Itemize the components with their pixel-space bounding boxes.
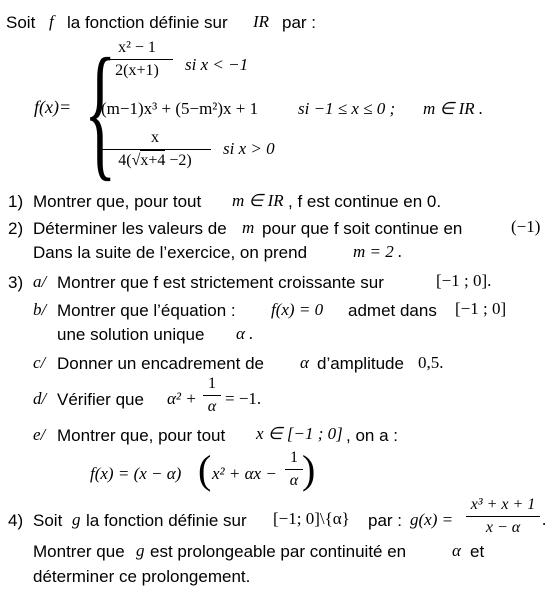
q3b-math-b: [−1 ; 0] <box>455 299 507 318</box>
left-brace: { <box>84 28 117 194</box>
case2-condition: si −1 ≤ x ≤ 0 ; <box>298 99 396 118</box>
case1-fraction <box>101 40 173 79</box>
case3-den-radicand: x+4 <box>140 152 166 169</box>
q3b-text-b: admet dans <box>348 301 437 320</box>
q4-g: g <box>72 510 81 529</box>
q4-line2-text-b: est prolongeable par continuité en <box>150 542 407 561</box>
q4-line3-text: déterminer ce prolongement. <box>33 567 251 586</box>
intro-soit: Soit <box>6 13 36 32</box>
q4-text-b: la fonction définie sur <box>86 511 247 530</box>
q3e-formula-fraction <box>285 450 303 489</box>
q4-line2-math: α <box>452 541 461 560</box>
q4-frac-den: x − α <box>485 519 521 536</box>
q4-fraction <box>466 497 540 536</box>
case2-parameter: m ∈ IR . <box>423 99 484 118</box>
sqrt-sign: √ <box>131 152 141 169</box>
q3b-line2-math: α . <box>236 324 254 343</box>
q3e-text-b: , on a : <box>346 426 398 445</box>
case1-denominator: 2(x+1) <box>115 62 159 79</box>
q3c-text-b: d’amplitude <box>317 354 404 373</box>
case1-numerator: x² − 1 <box>101 40 173 60</box>
q3b-line2-text: une solution unique <box>57 325 205 344</box>
intro-f: f <box>49 12 54 31</box>
q4-lhs: g(x) = <box>410 510 454 529</box>
q3d-math-b: = −1. <box>225 389 262 408</box>
q4-text-a: Soit <box>33 511 63 530</box>
q3e-formula-b: x² + αx − <box>212 464 277 483</box>
q1-text-a: Montrer que, pour tout <box>33 192 202 211</box>
q3b-label: b/ <box>33 300 47 319</box>
q4-text-c: par : <box>368 511 403 530</box>
q3d-math-a: α² + <box>167 389 197 408</box>
definition-lhs: f(x)= <box>34 97 72 117</box>
q3e-formula-a: f(x) = (x − α) <box>90 464 182 483</box>
case3-den-suffix: −2) <box>165 152 192 169</box>
q3a-math: [−1 ; 0]. <box>436 271 492 290</box>
q2-note-text: Dans la suite de l’exercice, on prend <box>33 243 308 262</box>
q3b-math-a: f(x) = 0 <box>271 300 324 319</box>
q3e-label: e/ <box>33 425 46 444</box>
q4-line2-text-a: Montrer que <box>33 542 125 561</box>
case3-fraction <box>99 130 211 169</box>
q3d-frac-den: α <box>207 398 217 415</box>
q2-math-b: (−1) <box>511 217 541 236</box>
q3c-math-b: 0,5. <box>418 353 444 372</box>
intro-IR: IR <box>253 12 270 31</box>
q4-line2-text-c: et <box>470 542 485 561</box>
q3e-frac-den: α <box>289 472 299 489</box>
case3-numerator: x <box>99 130 211 150</box>
q3e-frac-num: 1 <box>285 450 303 470</box>
q3d-frac-num: 1 <box>203 376 221 396</box>
q3c-text-a: Donner un encadrement de <box>57 354 264 373</box>
case3-den-prefix: 4( <box>118 152 132 169</box>
q3b-text-a: Montrer que l’équation : <box>57 301 236 320</box>
q3c-label: c/ <box>33 353 46 372</box>
q4-math-a: [−1; 0]\{α} <box>273 509 350 528</box>
q2-text-b: pour que f soit continue en <box>262 219 463 238</box>
q2-text-a: Déterminer les valeurs de <box>33 219 227 238</box>
q3c-math-a: α <box>300 353 309 372</box>
q3d-fraction <box>203 376 221 415</box>
intro-par: par : <box>282 13 317 32</box>
q1-text-b: , f est continue en 0. <box>288 192 442 211</box>
q2-math-a: m <box>242 218 255 237</box>
intro-text: la fonction définie sur <box>67 13 228 32</box>
big-paren-left: ( <box>198 447 212 492</box>
q3e-math-a: x ∈ [−1 ; 0] <box>256 424 343 443</box>
q3a-label: a/ <box>33 272 47 291</box>
case3-condition: si x > 0 <box>223 139 275 158</box>
q2-number: 2) <box>8 219 24 238</box>
q3d-label: d/ <box>33 389 47 408</box>
q4-number: 4) <box>8 511 24 530</box>
case3-denominator <box>99 150 211 169</box>
q4-frac-num: x³ + x + 1 <box>466 497 540 517</box>
q3d-text: Vérifier que <box>57 390 144 409</box>
q1-math-a: m ∈ IR <box>232 191 284 210</box>
q3a-text: Montrer que f est strictement croissante sur <box>57 273 384 292</box>
q1-number: 1) <box>8 192 24 211</box>
q4-line2-g: g <box>136 541 145 560</box>
q4-end: . <box>542 510 547 529</box>
q3-number: 3) <box>8 273 24 292</box>
case2-expression: (m−1)x³ + (5−m²)x + 1 <box>101 99 259 118</box>
q3e-text-a: Montrer que, pour tout <box>57 426 226 445</box>
q2-note-math: m = 2 . <box>353 242 403 261</box>
case1-condition: si x < −1 <box>185 55 249 74</box>
big-paren-right: ) <box>302 447 316 492</box>
